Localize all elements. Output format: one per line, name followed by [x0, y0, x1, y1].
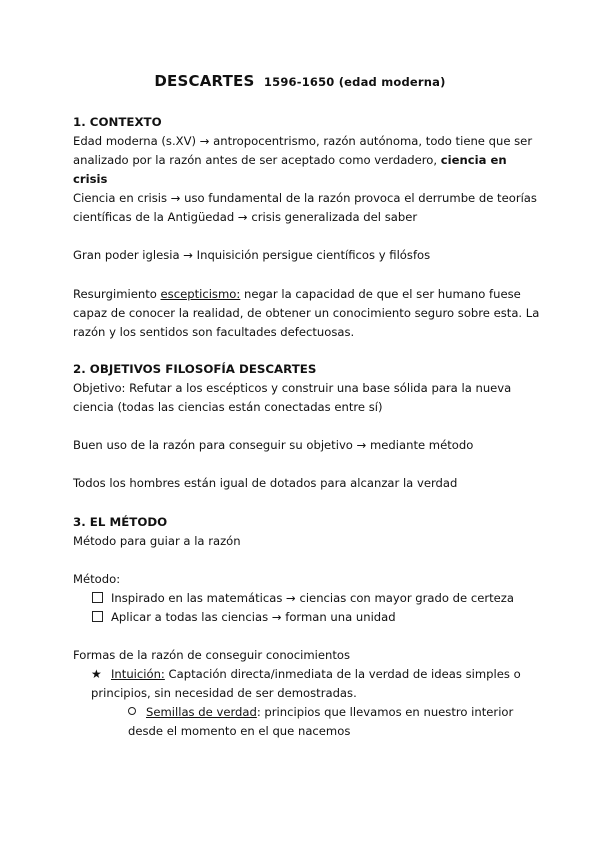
list-item-intuicion [91, 665, 521, 703]
section-3-heading: 3. EL MÉTODO [73, 515, 168, 529]
section-2-paragraph-1: Objetivo: Refutar a los escépticos y construir una base sólida para la nueva ciencia (todas las ciencias están conectadas entre sí) [73, 381, 512, 414]
section-1-heading: 1. CONTEXTO [73, 115, 162, 129]
semillas-term: Semillas de verdad [146, 705, 257, 719]
semillas-text: : principios que llevamos en nuestro interior desde el momento en el que nacemos [128, 705, 514, 738]
section-2-paragraph-2: Buen uso de la razón para conseguir su objetivo → mediante método [73, 438, 474, 452]
section-1-paragraph-4 [73, 285, 543, 342]
star-bullet-icon: ★ [91, 667, 102, 681]
intuicion-term: Intuición: [111, 667, 165, 681]
section-1-paragraph-1 [73, 132, 543, 189]
checkbox-icon[interactable] [92, 611, 103, 622]
title-dates: 1596-1650 (edad moderna) [263, 75, 446, 89]
title-main: DESCARTES [154, 72, 255, 90]
section-3-paragraph-2: Método: [73, 572, 121, 586]
checkbox-icon[interactable] [92, 592, 103, 603]
section-3-paragraph-1: Método para guiar a la razón [73, 534, 241, 548]
intuicion-text: Captación directa/inmediata de la verdad de ideas simples o principios, sin necesidad de ser demostradas. [91, 667, 521, 700]
checklist-item [92, 608, 396, 627]
escepticismo-term: escepticismo: [160, 287, 241, 301]
section-2-paragraph-3: Todos los hombres están igual de dotados para alcanzar la verdad [73, 476, 458, 490]
p1-bold-text: ciencia en crisis [73, 153, 507, 186]
checklist-item-label: Aplicar a todas las ciencias → forman una unidad [111, 610, 396, 624]
page-title [0, 72, 600, 90]
checklist-item [92, 589, 514, 608]
list-item-semillas [128, 703, 528, 741]
circle-bullet-icon [128, 707, 136, 715]
section-2-heading: 2. OBJETIVOS FILOSOFÍA DESCARTES [73, 362, 317, 376]
p4-text-b: negar la capacidad de que el ser humano fuese capaz de conocer la realidad, de obtener un conocimiento seguro sobre esta. La razón y los sentidos son facultades defectuosas. [73, 287, 540, 339]
checklist-item-label: Inspirado en las matemáticas → ciencias con mayor grado de certeza [111, 591, 514, 605]
section-3-paragraph-3: Formas de la razón de conseguir conocimientos [73, 648, 351, 662]
section-1-paragraph-3: Gran poder iglesia → Inquisición persigue científicos y filósfos [73, 248, 431, 262]
p1-text: Edad moderna (s.XV) → antropocentrismo, razón autónoma, todo tiene que ser analizado por la razón antes de ser aceptado como verdadero, [73, 134, 533, 167]
p4-text-a: Resurgimiento [73, 287, 161, 301]
section-1-paragraph-2: Ciencia en crisis → uso fundamental de la razón provoca el derrumbe de teorías científicas de la Antigüedad → crisis generalizada del saber [73, 191, 537, 224]
